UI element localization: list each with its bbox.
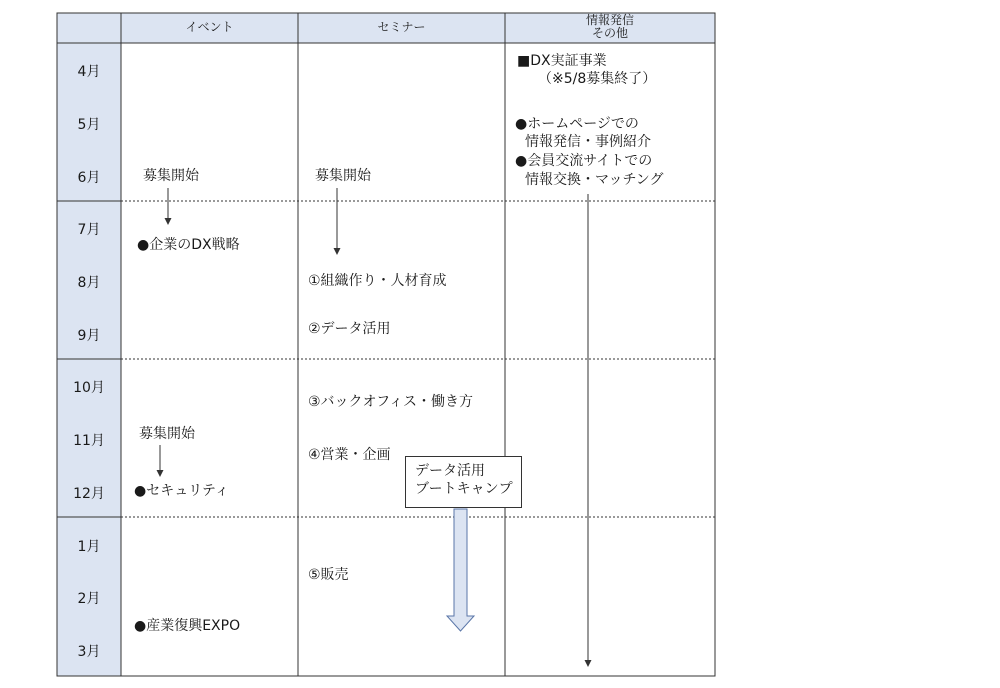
info-homepage: ●ホームページでの: [515, 116, 639, 132]
event-arrow-1: [165, 188, 172, 225]
month-label: 5月: [77, 117, 101, 133]
month-label: 3月: [77, 644, 101, 660]
event-dx-strategy: ●企業のDX戦略: [137, 237, 240, 253]
bootcamp-line1: データ活用: [415, 463, 485, 479]
month-label: 11月: [73, 433, 105, 449]
info-homepage-sub: 情報発信・事例紹介: [525, 134, 651, 150]
event-expo: ●産業復興EXPO: [134, 618, 241, 634]
info-exchange: ●会員交流サイトでの: [515, 153, 653, 169]
info-long-arrow: [585, 194, 592, 667]
seminar-item: ②データ活用: [308, 321, 391, 337]
table-border: [57, 13, 715, 676]
month-label: 7月: [77, 222, 101, 238]
bootcamp-box: [405, 456, 522, 508]
month-label: 10月: [73, 380, 105, 396]
month-label: 6月: [77, 170, 101, 186]
seminar-item: ①組織作り・人材育成: [308, 273, 447, 289]
info-dx-title: ■DX実証事業: [517, 53, 607, 69]
header-info: [505, 14, 715, 40]
header-info-line1: 情報発信: [585, 13, 634, 27]
bootcamp-block-arrow: [447, 509, 474, 631]
event-security: ●セキュリティ: [134, 483, 229, 499]
seminar-arrow: [334, 188, 341, 255]
seminar-item: ④営業・企画: [308, 447, 391, 463]
header-seminar: セミナー: [377, 20, 426, 34]
month-label: 8月: [77, 275, 101, 291]
month-label: 12月: [73, 486, 105, 502]
month-label: 9月: [77, 328, 101, 344]
seminar-item: ⑤販売: [308, 567, 349, 583]
info-exchange-sub: 情報交換・マッチング: [525, 172, 664, 188]
month-label: 2月: [77, 591, 101, 607]
seminar-recruit-start: 募集開始: [315, 168, 371, 184]
month-label: 1月: [77, 539, 101, 555]
bootcamp-line2: ブートキャンプ: [415, 481, 513, 497]
month-label: 4月: [77, 64, 101, 80]
seminar-item: ③バックオフィス・働き方: [308, 394, 474, 410]
event-recruit-start: 募集開始: [139, 426, 195, 442]
info-dx-note: （※5/8募集終了）: [538, 71, 657, 87]
event-arrow-2: [157, 445, 164, 477]
event-recruit-start: 募集開始: [143, 168, 199, 184]
header-event: イベント: [185, 20, 234, 34]
header-info-line2: その他: [591, 26, 628, 40]
